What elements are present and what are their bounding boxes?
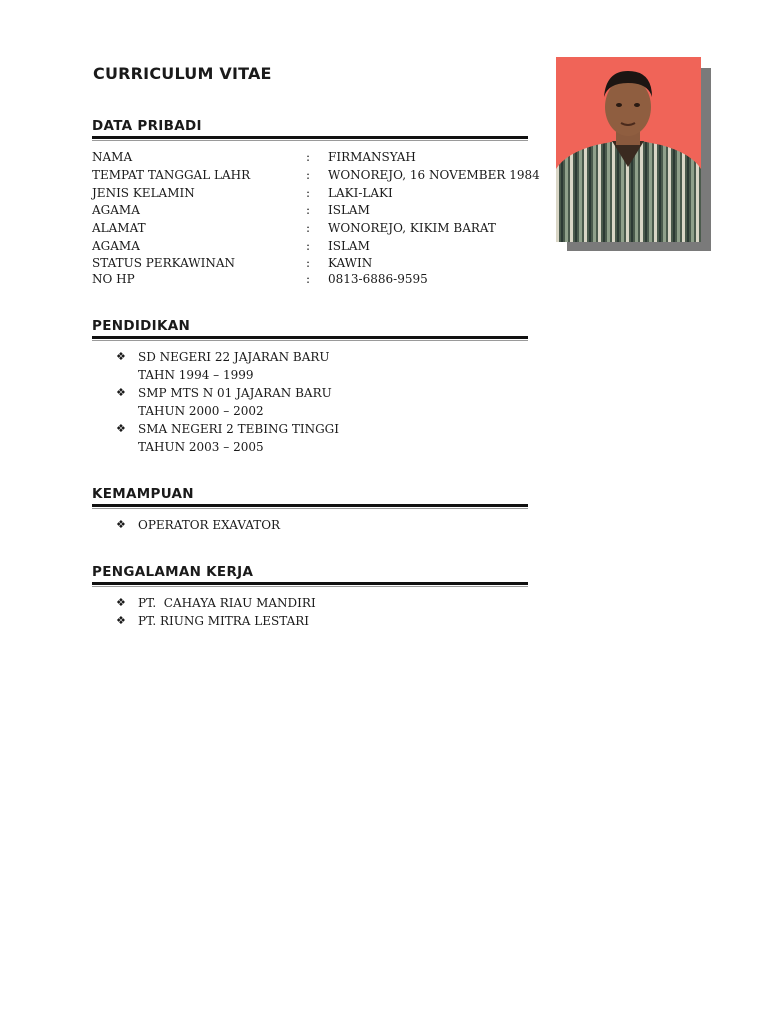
field-label: ALAMAT (92, 221, 146, 236)
school-name: SD NEGERI 22 JAJARAN BARU (138, 350, 330, 364)
section-divider-thin (92, 140, 528, 141)
section-data-pribadi (92, 118, 528, 141)
field-separator: : (306, 238, 311, 253)
section-title-data-pribadi: DATA PRIBADI (92, 118, 202, 134)
list-item (116, 420, 339, 456)
diamond-bullet-icon: ❖ (116, 422, 126, 435)
section-kemampuan (92, 486, 528, 509)
section-divider (92, 136, 528, 139)
diamond-bullet-icon: ❖ (116, 518, 126, 531)
field-separator: : (306, 167, 311, 182)
field-separator: : (306, 272, 311, 287)
list-item (116, 594, 316, 612)
diamond-bullet-icon: ❖ (116, 386, 126, 399)
school-name: SMA NEGERI 2 TEBING TINGGI (138, 422, 340, 436)
field-value: FIRMANSYAH (328, 150, 416, 164)
person-photo-icon (556, 57, 701, 242)
field-label: TEMPAT TANGGAL LAHR (92, 167, 251, 182)
field-separator: : (306, 255, 311, 270)
list-item (116, 384, 339, 420)
school-name: SMP MTS N 01 JAJARAN BARU (138, 386, 332, 400)
school-years: TAHUN 2003 – 2005 (138, 440, 264, 454)
section-pengalaman-kerja (92, 564, 528, 587)
section-divider-thin (92, 340, 528, 341)
list-item (116, 612, 316, 630)
section-title-kemampuan: KEMAMPUAN (92, 486, 194, 502)
section-divider (92, 336, 528, 339)
document-title: CURRICULUM VITAE (93, 64, 272, 83)
section-divider-thin (92, 508, 528, 509)
profile-photo (556, 57, 701, 242)
company-name: PT. RIUNG MITRA LESTARI (138, 614, 310, 628)
list-item (116, 516, 280, 534)
field-separator: : (306, 203, 311, 218)
section-pendidikan (92, 318, 528, 341)
field-value: KAWIN (328, 255, 373, 270)
field-value: WONOREJO, KIKIM BARAT (328, 221, 496, 236)
field-separator: : (306, 221, 311, 236)
field-value: ISLAM (328, 203, 370, 218)
field-value: ISLAM (328, 238, 370, 253)
field-label: JENIS KELAMIN (92, 185, 195, 200)
diamond-bullet-icon: ❖ (116, 350, 126, 363)
skill-name: OPERATOR EXAVATOR (138, 518, 281, 532)
school-years: TAHUN 2000 – 2002 (138, 404, 264, 418)
field-label: AGAMA (92, 238, 140, 253)
field-separator: : (306, 150, 311, 164)
section-divider (92, 582, 528, 585)
company-name: PT. CAHAYA RIAU MANDIRI (138, 596, 316, 610)
section-divider-thin (92, 586, 528, 587)
school-years: TAHN 1994 – 1999 (138, 368, 254, 382)
section-title-pengalaman-kerja: PENGALAMAN KERJA (92, 564, 254, 580)
experience-list (116, 594, 316, 630)
field-separator: : (306, 185, 311, 200)
diamond-bullet-icon: ❖ (116, 614, 126, 627)
section-title-pendidikan: PENDIDIKAN (92, 318, 191, 334)
list-item (116, 348, 339, 384)
education-list (116, 348, 339, 456)
field-label: STATUS PERKAWINAN (92, 255, 235, 270)
field-value: WONOREJO, 16 NOVEMBER 1984 (328, 167, 540, 182)
field-label: NAMA (92, 150, 133, 164)
field-value: 0813-6886-9595 (328, 272, 428, 287)
field-value: LAKI-LAKI (328, 185, 393, 200)
diamond-bullet-icon: ❖ (116, 596, 126, 609)
section-divider (92, 504, 528, 507)
field-label: AGAMA (92, 203, 140, 218)
field-label: NO HP (92, 272, 135, 287)
skills-list (116, 516, 280, 534)
